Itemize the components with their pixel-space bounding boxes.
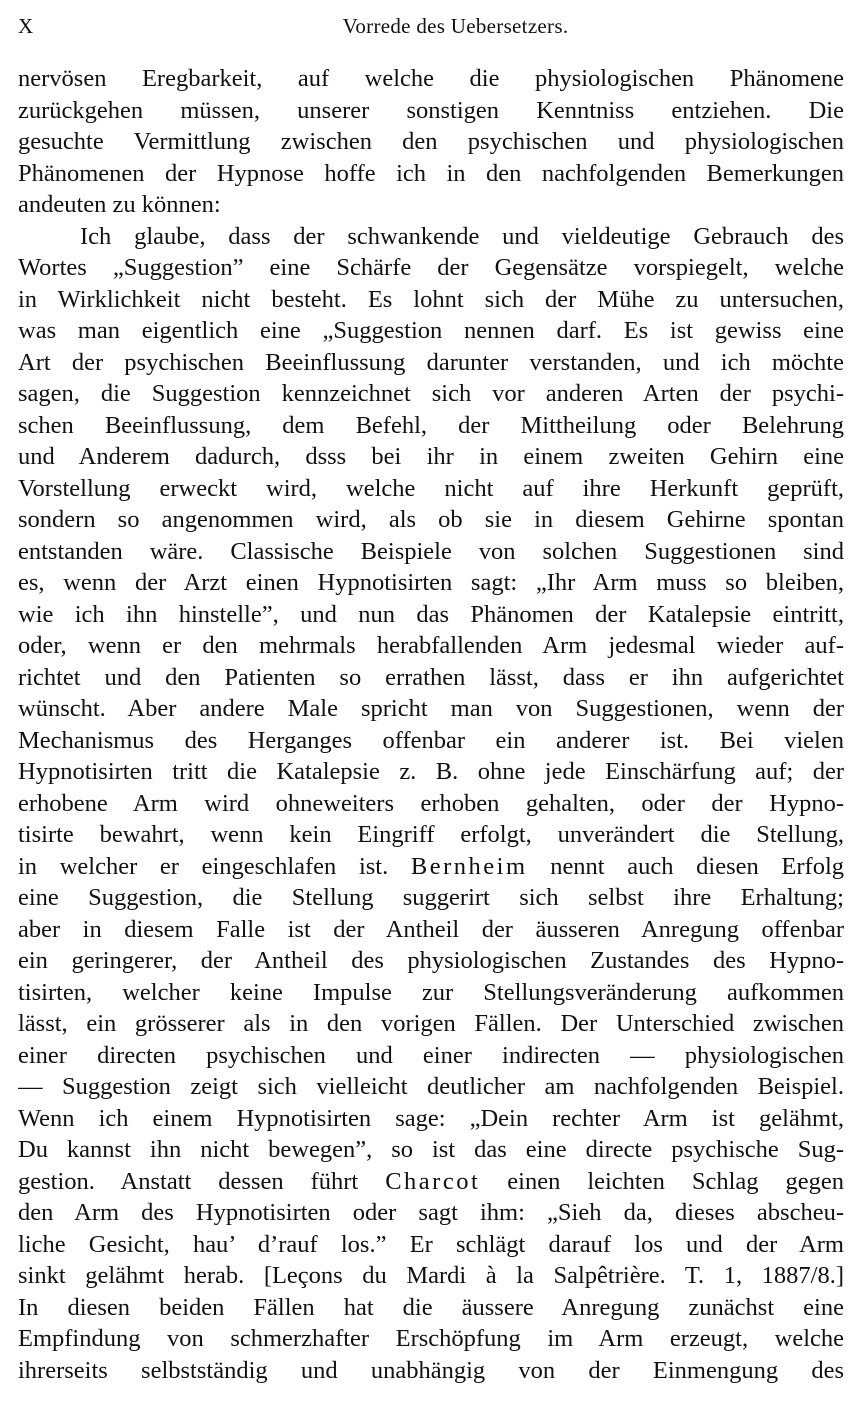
text-line: Vorstellung erweckt wird, welche nicht auf ihre Herkunft geprüft,: [18, 474, 844, 502]
text-line: tisirte bewahrt, wenn kein Eingriff erfolgt, unverändert die Stellung,: [18, 821, 844, 848]
text-line: wünscht. Aber andere Male spricht man von Suggestionen, wenn der: [18, 695, 844, 722]
paragraph-start-line: Ich glaube, dass der schwankende und vieldeutige Gebrauch des: [80, 222, 844, 250]
text-line: In diesen beiden Fällen hat die äussere Anregung zunächst eine: [18, 1293, 844, 1321]
text-line: liche Gesicht, hau’ d’rauf los.” Er schlägt darauf los und der Arm: [18, 1230, 844, 1258]
text-line: in Wirklichkeit nicht besteht. Es lohnt sich der Mühe zu untersuchen,: [18, 285, 844, 313]
text-line: Du kannst ihn nicht bewegen”, so ist das eine directe psychische Sug-: [18, 1136, 844, 1163]
text-line: schen Beeinflussung, dem Befehl, der Mittheilung oder Belehrung: [18, 411, 844, 439]
page-header: [18, 14, 833, 48]
text-fragment: nennt auch diesen Erfolg: [550, 852, 844, 880]
text-line: ihrerseits selbstständig und unabhängig von der Einmengung des: [18, 1356, 844, 1384]
text-line: gesuchte Vermittlung zwischen den psychischen und physiologischen: [18, 128, 844, 155]
text-line: tisirten, welcher keine Impulse zur Stellungsveränderung aufkommen: [18, 978, 844, 1006]
text-line: ein geringerer, der Antheil des physiologischen Zustandes des Hypno-: [18, 947, 844, 974]
text-line: sondern so angenommen wird, als ob sie in diesem Gehirne spontan: [18, 506, 844, 533]
text-line: oder, wenn er den mehrmals herabfallenden Arm jedesmal wieder auf-: [18, 632, 844, 659]
person-name-bernheim: Bernheim: [410, 852, 528, 880]
text-line: was man eigentlich eine „Suggestion nennen darf. Es ist gewiss eine: [18, 317, 844, 344]
body-text: [18, 63, 844, 1386]
text-line: sagen, die Suggestion kennzeichnet sich vor anderen Arten der psychi-: [18, 380, 844, 407]
text-line: Mechanismus des Herganges offenbar ein anderer ist. Bei vielen: [18, 726, 844, 754]
text-line: aber in diesem Falle ist der Antheil der äusseren Anregung offenbar: [18, 915, 844, 943]
text-line: Hypnotisirten tritt die Katalepsie z. B. ohne jede Einschärfung auf; der: [18, 758, 844, 785]
text-line: den Arm des Hypnotisirten oder sagt ihm: „Sieh da, dieses abscheu-: [18, 1199, 844, 1226]
text-line: Wenn ich einem Hypnotisirten sage: „Dein rechter Arm ist gelähmt,: [18, 1104, 844, 1132]
text-line: Art der psychischen Beeinflussung darunter verstanden, und ich möchte: [18, 348, 844, 376]
text-line: andeuten zu können:: [18, 191, 221, 218]
person-name-charcot: Charcot: [385, 1167, 481, 1195]
text-line: es, wenn der Arzt einen Hypnotisirten sagt: „Ihr Arm muss so bleiben,: [18, 569, 844, 596]
text-fragment: in welcher er eingeschlafen ist.: [18, 852, 389, 880]
text-line: zurückgehen müssen, unserer sonstigen Kenntniss entziehen. Die: [18, 96, 844, 124]
text-line: und Anderem dadurch, dsss bei ihr in einem zweiten Gehirn eine: [18, 443, 844, 470]
text-line: erhobene Arm wird ohneweiters erhoben gehalten, oder der Hypno-: [18, 789, 844, 817]
text-line: lässt, ein grösserer als in den vorigen Fällen. Der Unterschied zwischen: [18, 1010, 844, 1037]
page-number: X: [18, 14, 34, 38]
text-line: nervösen Eregbarkeit, auf welche die physiologischen Phänomene: [18, 65, 844, 92]
text-line: richtet und den Patienten so errathen lässt, dass er ihn aufgerichtet: [18, 663, 844, 691]
text-line: entstanden wäre. Classische Beispiele von solchen Suggestionen sind: [18, 537, 844, 565]
text-line: Empfindung von schmerzhafter Erschöpfung im Arm erzeugt, welche: [18, 1325, 844, 1352]
text-line: sinkt gelähmt herab. [Leçons du Mardi à la Salpêtrière. T. 1, 1887/8.]: [18, 1262, 844, 1289]
text-fragment: gestion. Anstatt dessen führt: [18, 1167, 359, 1195]
text-line-with-name: [18, 1166, 844, 1198]
running-title: Vorrede des Uebersetzers.: [342, 14, 569, 38]
text-line: Phänomenen der Hypnose hoffe ich in den nachfolgenden Bemerkungen: [18, 159, 844, 187]
text-line: einer directen psychischen und einer indirecten — physiologischen: [18, 1041, 844, 1069]
text-fragment: einen leichten Schlag gegen: [507, 1167, 844, 1195]
text-line: Wortes „Suggestion” eine Schärfe der Gegensätze vorspiegelt, welche: [18, 254, 844, 281]
text-line: eine Suggestion, die Stellung suggerirt sich selbst ihre Erhaltung;: [18, 884, 844, 911]
text-line-with-name: [18, 851, 844, 883]
text-line: — Suggestion zeigt sich vielleicht deutlicher am nachfolgenden Beispiel.: [18, 1073, 844, 1100]
text-line: wie ich ihn hinstelle”, und nun das Phänomen der Katalepsie eintritt,: [18, 600, 844, 628]
